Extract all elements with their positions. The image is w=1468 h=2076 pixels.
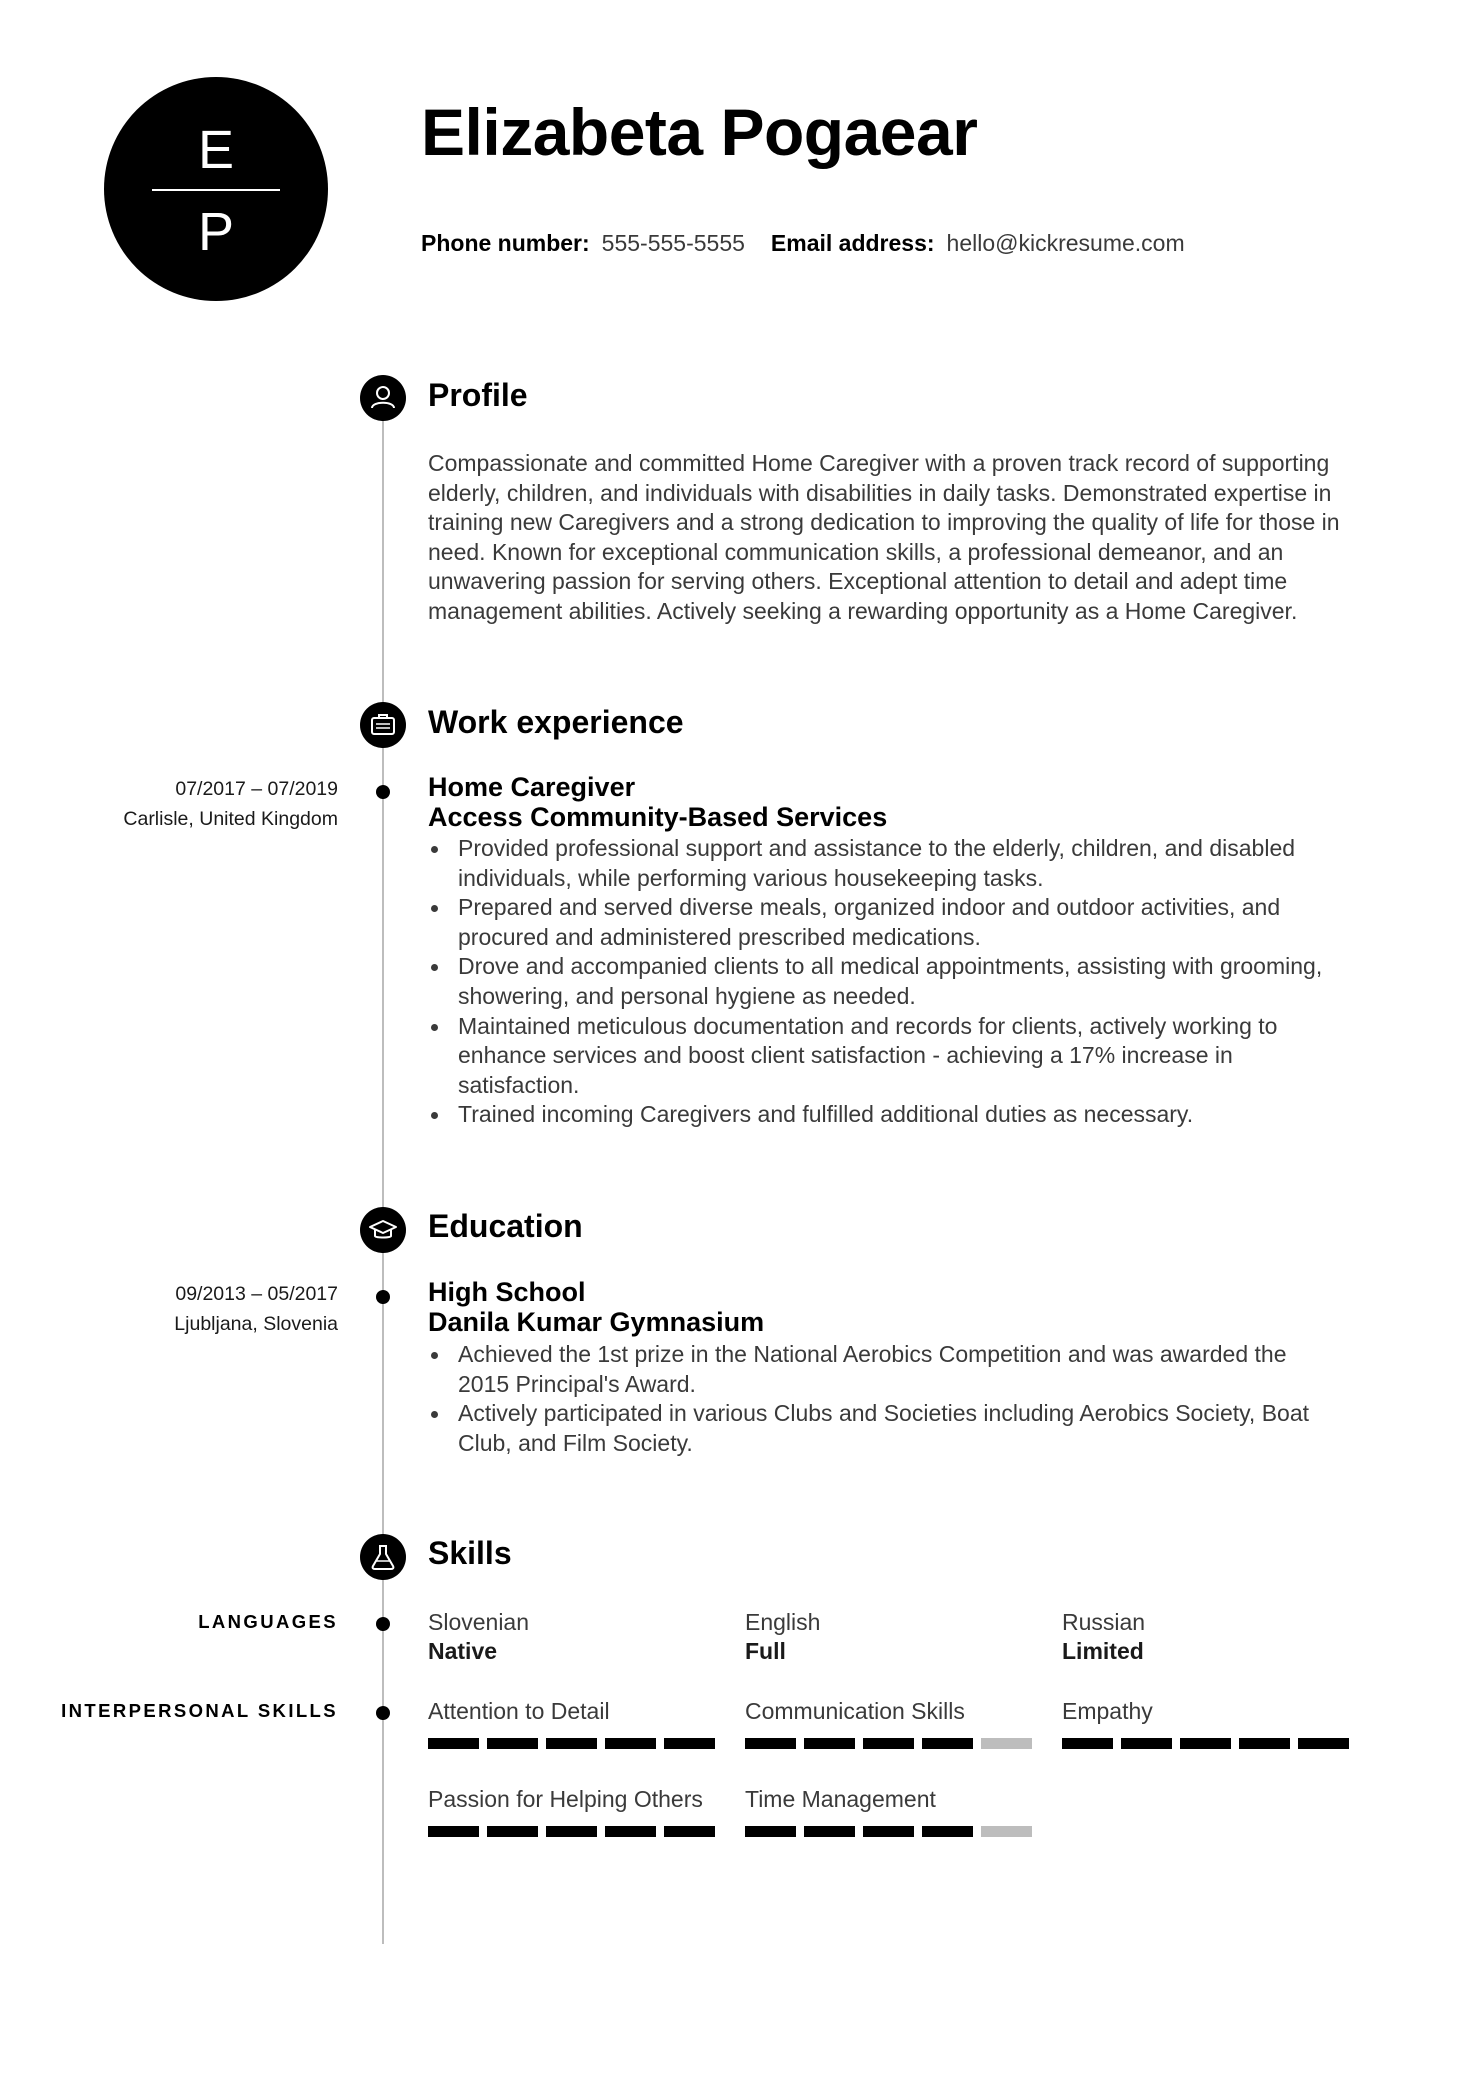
rating-segment — [546, 1826, 597, 1837]
phone-value[interactable]: 555-555-5555 — [601, 230, 745, 256]
job-dates: 07/2017 – 07/2019 — [175, 778, 338, 800]
list-item: Prepared and served diverse meals, organized indoor and outdoor activities, and procured and administered prescribed medications. — [428, 893, 1328, 952]
candidate-name: Elizabeta Pogaear — [421, 95, 978, 169]
job-location: Carlisle, United Kingdom — [123, 808, 338, 830]
section-title-education: Education — [428, 1208, 583, 1244]
rating-segment — [664, 1738, 715, 1749]
phone-label: Phone number: — [421, 230, 590, 256]
rating-segment — [922, 1738, 973, 1749]
skill-name: Empathy — [1062, 1698, 1153, 1724]
rating-segment — [981, 1738, 1032, 1749]
rating-segment — [863, 1826, 914, 1837]
rating-segment — [1298, 1738, 1349, 1749]
skill-rating-bar — [1062, 1738, 1349, 1749]
list-item: Actively participated in various Clubs and Societies including Aerobics Society, Boat Club, and Film Society. — [428, 1399, 1328, 1458]
language-level: Limited — [1062, 1638, 1144, 1664]
language-name: English — [745, 1609, 821, 1635]
rating-segment — [863, 1738, 914, 1749]
monogram-initial-last: P — [197, 202, 235, 262]
skill-name: Communication Skills — [745, 1698, 965, 1724]
skill-rating-bar — [745, 1826, 1032, 1837]
language-level: Full — [745, 1638, 786, 1664]
rating-segment — [804, 1738, 855, 1749]
skill-name: Attention to Detail — [428, 1698, 610, 1724]
language-name: Russian — [1062, 1609, 1146, 1635]
list-item: Achieved the 1st prize in the National Aerobics Competition and was awarded the 2015 Principal's Award. — [428, 1340, 1328, 1399]
email-value[interactable]: hello@kickresume.com — [946, 230, 1185, 256]
education-location: Ljubljana, Slovenia — [174, 1313, 338, 1335]
section-title-profile: Profile — [428, 377, 528, 413]
rating-segment — [745, 1826, 796, 1837]
skills-category-languages: LANGUAGES — [198, 1611, 338, 1632]
education-meta — [174, 1279, 338, 1339]
skill-name: Time Management — [745, 1786, 936, 1812]
skill-rating-bar — [428, 1738, 715, 1749]
rating-segment — [428, 1738, 479, 1749]
profile-summary: Compassionate and committed Home Caregiver with a proven track record of supporting elderly, children, and individuals with disabilities in daily tasks. Demonstrated expertise in training new Caregivers and a strong dedication to improving the quality of life for those in need. Known for exceptional communication skills, a professional demeanor, and an unwavering passion for serving others. Exceptional attention to detail and adept time management abilities. Actively seeking a rewarding opportunity as a Home Caregiver. — [428, 450, 1340, 624]
rating-segment — [546, 1738, 597, 1749]
education-school: Danila Kumar Gymnasium — [428, 1307, 765, 1337]
education-degree: High School — [428, 1277, 586, 1307]
job-position: Home Caregiver — [428, 772, 636, 802]
monogram-divider — [152, 189, 280, 191]
rating-segment — [1180, 1738, 1231, 1749]
education-bullets — [428, 1340, 1328, 1458]
monogram-avatar — [104, 77, 328, 301]
job-meta — [123, 774, 338, 834]
rating-segment — [428, 1826, 479, 1837]
timeline-dot — [376, 1706, 390, 1720]
rating-segment — [487, 1826, 538, 1837]
rating-segment — [922, 1826, 973, 1837]
section-title-work: Work experience — [428, 704, 684, 740]
briefcase-icon — [360, 702, 406, 748]
timeline-dot — [376, 1290, 390, 1304]
timeline-dot — [376, 785, 390, 799]
education-dates: 09/2013 – 05/2017 — [175, 1283, 338, 1305]
rating-segment — [745, 1738, 796, 1749]
skill-rating-bar — [428, 1826, 715, 1837]
list-item: Trained incoming Caregivers and fulfilled additional duties as necessary. — [428, 1100, 1328, 1130]
rating-segment — [487, 1738, 538, 1749]
skill-rating-bar — [745, 1738, 1032, 1749]
rating-segment — [1062, 1738, 1113, 1749]
skills-category-interpersonal: INTERPERSONAL SKILLS — [61, 1700, 338, 1721]
language-level: Native — [428, 1638, 498, 1664]
rating-segment — [804, 1826, 855, 1837]
job-bullets — [428, 834, 1328, 1130]
monogram-initial-first: E — [197, 120, 235, 180]
language-name: Slovenian — [428, 1609, 530, 1635]
flask-icon — [360, 1534, 406, 1580]
rating-segment — [981, 1826, 1032, 1837]
rating-segment — [664, 1826, 715, 1837]
list-item: Provided professional support and assistance to the elderly, children, and disabled individuals, while performing various housekeeping tasks. — [428, 834, 1328, 893]
contact-line — [421, 230, 1185, 257]
rating-segment — [1239, 1738, 1290, 1749]
list-item: Drove and accompanied clients to all medical appointments, assisting with grooming, showering, and personal hygiene as needed. — [428, 952, 1328, 1011]
section-title-skills: Skills — [428, 1535, 512, 1571]
timeline-dot — [376, 1617, 390, 1631]
rating-segment — [1121, 1738, 1172, 1749]
list-item: Maintained meticulous documentation and records for clients, actively working to enhance services and boost client satisfaction - achieving a 17% increase in satisfaction. — [428, 1012, 1328, 1101]
graduation-cap-icon — [360, 1207, 406, 1253]
email-label: Email address: — [770, 230, 935, 256]
rating-segment — [605, 1738, 656, 1749]
person-icon — [360, 375, 406, 421]
skill-name: Passion for Helping Others — [428, 1786, 703, 1812]
job-company: Access Community-Based Services — [428, 802, 888, 832]
rating-segment — [605, 1826, 656, 1837]
